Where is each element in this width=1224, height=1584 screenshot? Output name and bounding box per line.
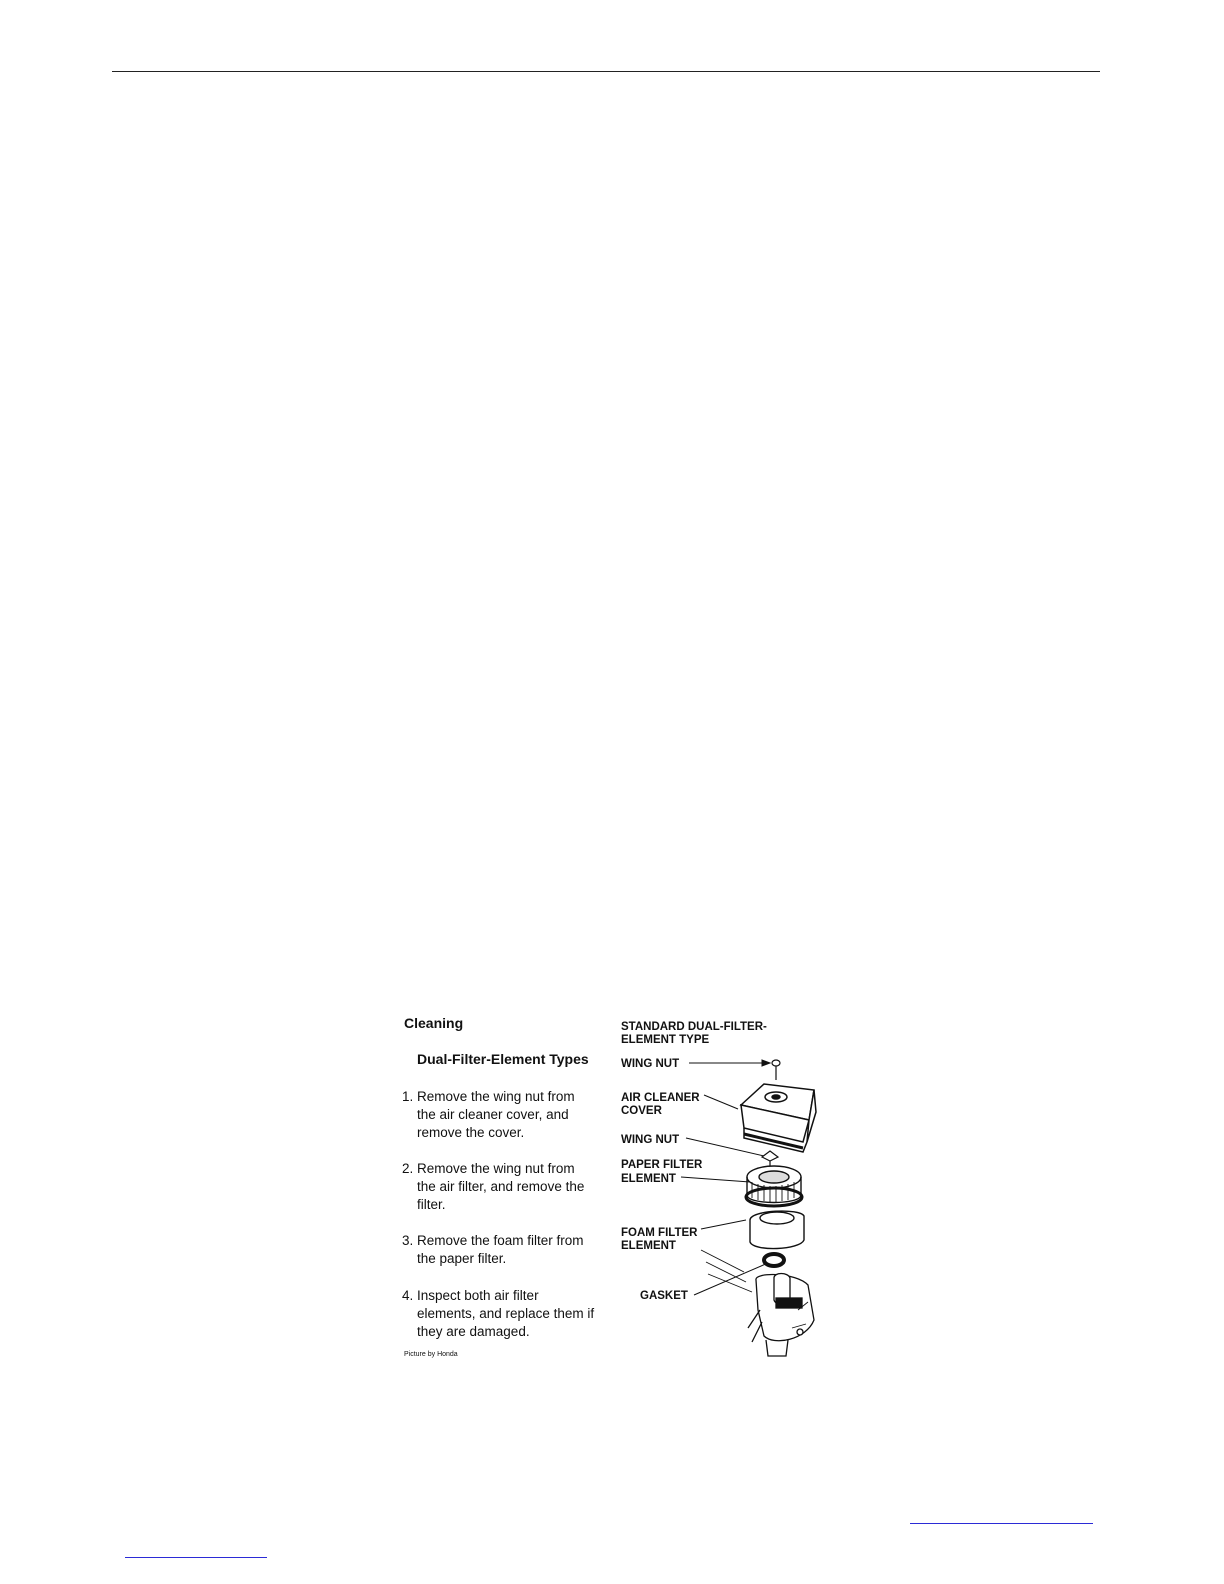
label-air-cleaner-cover-1: AIR CLEANER <box>621 1092 700 1104</box>
gasket-icon <box>764 1254 784 1266</box>
step-number: 2. <box>402 1161 414 1176</box>
exploded-air-cleaner-diagram <box>396 1010 826 1364</box>
step-number: 4. <box>402 1288 414 1303</box>
step-line: remove the cover. <box>417 1125 525 1140</box>
diagram-heading-line2: ELEMENT TYPE <box>621 1034 710 1046</box>
wing-nut-top-icon <box>772 1060 780 1080</box>
label-wing-nut-top: WING NUT <box>621 1058 680 1070</box>
label-foam-filter-1: FOAM FILTER <box>621 1227 698 1239</box>
step-line: the air filter, and remove the <box>417 1179 585 1194</box>
paper-filter-element-icon <box>746 1166 802 1206</box>
air-filter-figure <box>396 1010 826 1364</box>
label-foam-filter-2: ELEMENT <box>621 1240 676 1252</box>
step-number: 3. <box>402 1233 414 1248</box>
step-line: they are damaged. <box>417 1324 530 1339</box>
step-line: elements, and replace them if <box>417 1306 595 1321</box>
instructions-title: Cleaning <box>404 1015 464 1031</box>
step-line: the paper filter. <box>417 1251 507 1266</box>
label-gasket: GASKET <box>640 1290 688 1302</box>
step-line: filter. <box>417 1197 446 1212</box>
header-rule <box>112 71 1100 72</box>
step-line: Inspect both air filter <box>417 1288 539 1303</box>
diagram-heading-line1: STANDARD DUAL-FILTER- <box>621 1021 767 1033</box>
footer-link-right[interactable] <box>910 1523 1093 1524</box>
step-line: Remove the wing nut from <box>417 1089 575 1104</box>
air-cleaner-cover-icon <box>741 1084 816 1152</box>
picture-credit: Picture by Honda <box>404 1351 458 1358</box>
step-line: Remove the foam filter from <box>417 1233 584 1248</box>
label-wing-nut-mid: WING NUT <box>621 1134 680 1146</box>
label-air-cleaner-cover-2: COVER <box>621 1105 662 1117</box>
step-number: 1. <box>402 1089 414 1104</box>
step-line: the air cleaner cover, and <box>417 1107 569 1122</box>
footer-link-left[interactable] <box>125 1557 267 1558</box>
engine-intake-icon <box>701 1250 814 1356</box>
foam-filter-element-icon <box>750 1211 804 1249</box>
instructions-subtitle: Dual-Filter-Element Types <box>417 1051 589 1067</box>
label-paper-filter-1: PAPER FILTER <box>621 1159 703 1171</box>
step-line: Remove the wing nut from <box>417 1161 575 1176</box>
label-paper-filter-2: ELEMENT <box>621 1173 676 1185</box>
